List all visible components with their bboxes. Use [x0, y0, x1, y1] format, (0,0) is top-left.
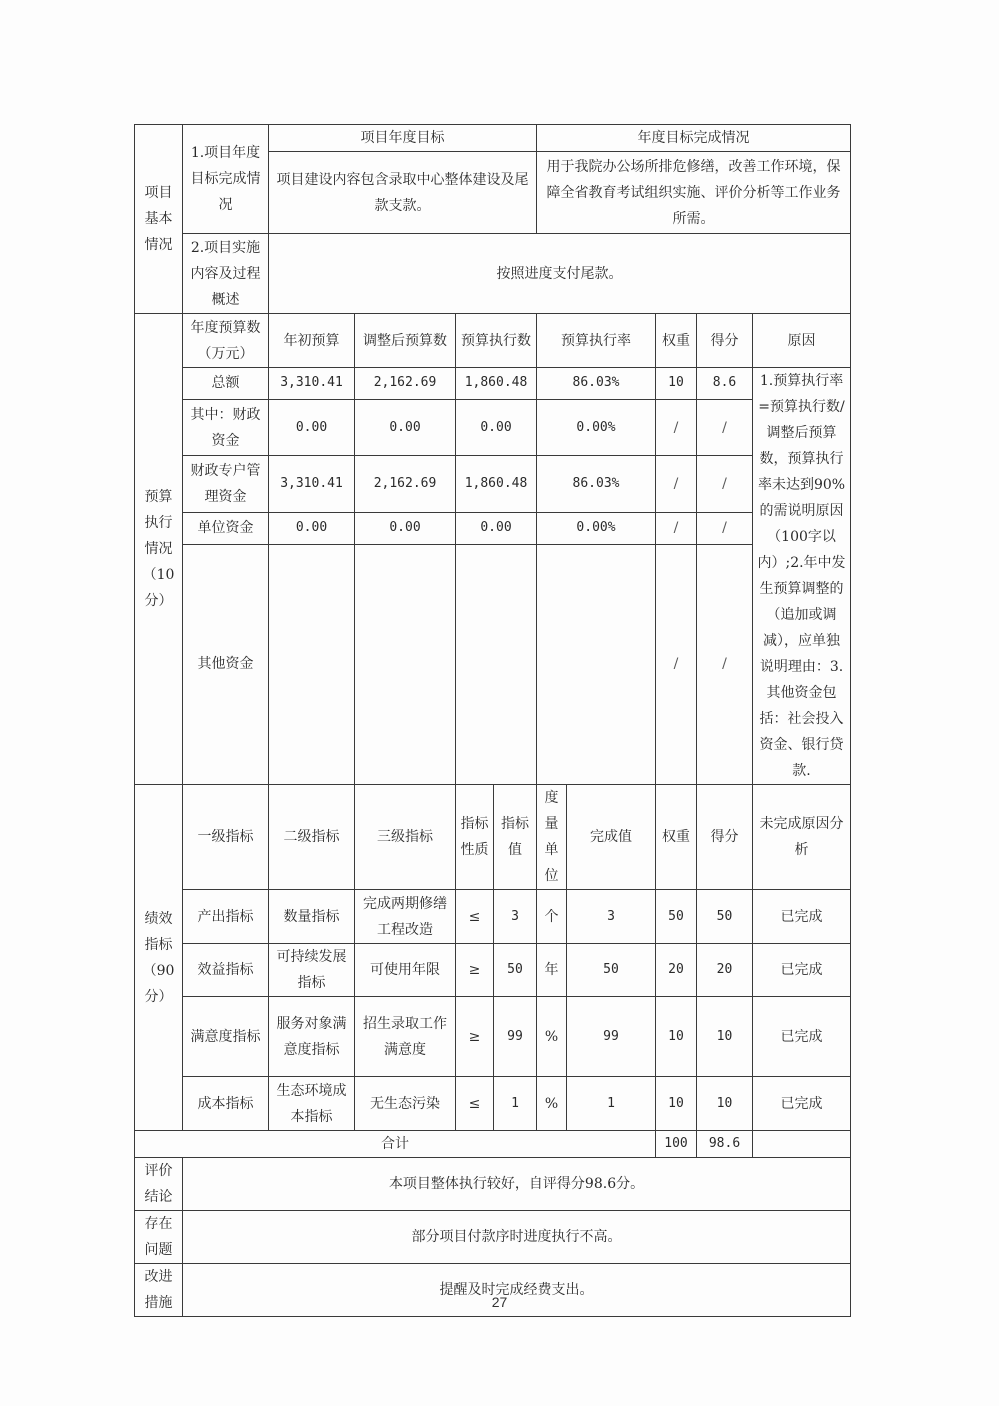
perf-header-done: 完成值	[567, 785, 656, 890]
perf-header-l1: 一级指标	[183, 785, 269, 890]
perf-nature: ≥	[456, 997, 494, 1077]
perf-l2: 生态环境成本指标	[269, 1077, 355, 1131]
perf-nature: ≥	[456, 944, 494, 997]
perf-score: 10	[697, 997, 753, 1077]
budget-weight: /	[656, 456, 697, 512]
budget-adjusted: 0.00	[355, 512, 456, 544]
perf-header-l2: 二级指标	[269, 785, 355, 890]
goal-done-header: 年度目标完成情况	[537, 125, 851, 152]
perf-l2: 服务对象满意度指标	[269, 997, 355, 1077]
perf-header-weight: 权重	[656, 785, 697, 890]
budget-header-executed: 预算执行数	[456, 314, 537, 368]
budget-initial	[269, 544, 355, 784]
annual-goal-header: 项目年度目标	[269, 125, 537, 152]
perf-header-l3: 三级指标	[355, 785, 456, 890]
page-number: 27	[491, 1294, 508, 1310]
budget-score: /	[697, 399, 753, 455]
perf-unit: 年	[537, 944, 567, 997]
budget-header-annual: 年度预算数（万元）	[183, 314, 269, 368]
budget-row-name: 财政专户管理资金	[183, 456, 269, 512]
budget-score: 8.6	[697, 368, 753, 400]
implementation-text: 按照进度支付尾款。	[269, 234, 851, 314]
perf-l2: 可持续发展指标	[269, 944, 355, 997]
budget-initial: 3,310.41	[269, 368, 355, 400]
perf-unit: %	[537, 997, 567, 1077]
budget-executed	[456, 544, 537, 784]
conclusion-text: 本项目整体执行较好，自评得分98.6分。	[183, 1158, 851, 1211]
perf-header-unit: 度量单位	[537, 785, 567, 890]
perf-done: 3	[567, 890, 656, 944]
perf-l3: 完成两期修缮工程改造	[355, 890, 456, 944]
perf-l2: 数量指标	[269, 890, 355, 944]
issues-label: 存在问题	[135, 1211, 183, 1264]
perf-unit: %	[537, 1077, 567, 1131]
budget-rate	[537, 544, 656, 784]
total-weight: 100	[656, 1131, 697, 1158]
perf-l1: 效益指标	[183, 944, 269, 997]
perf-status: 已完成	[753, 890, 851, 944]
perf-l1: 满意度指标	[183, 997, 269, 1077]
budget-score: /	[697, 544, 753, 784]
budget-score: /	[697, 456, 753, 512]
annual-goal-text: 项目建设内容包含录取中心整体建设及尾款支款。	[269, 152, 537, 234]
budget-row-name: 其中：财政资金	[183, 399, 269, 455]
perf-score: 20	[697, 944, 753, 997]
perf-header-score: 得分	[697, 785, 753, 890]
perf-section-label: 绩效指标（90分）	[135, 785, 183, 1131]
perf-status: 已完成	[753, 997, 851, 1077]
perf-status: 已完成	[753, 944, 851, 997]
budget-initial: 0.00	[269, 399, 355, 455]
perf-done: 1	[567, 1077, 656, 1131]
budget-executed: 0.00	[456, 512, 537, 544]
total-empty	[753, 1131, 851, 1158]
perf-weight: 10	[656, 997, 697, 1077]
budget-executed: 1,860.48	[456, 456, 537, 512]
implementation-label: 2.项目实施内容及过程概述	[183, 234, 269, 314]
budget-row-name: 其他资金	[183, 544, 269, 784]
issues-text: 部分项目付款序时进度执行不高。	[183, 1211, 851, 1264]
budget-weight: /	[656, 512, 697, 544]
perf-unit: 个	[537, 890, 567, 944]
perf-nature: ≤	[456, 890, 494, 944]
budget-rate: 0.00%	[537, 512, 656, 544]
goal-completion-label: 1.项目年度目标完成情况	[183, 125, 269, 234]
perf-l1: 成本指标	[183, 1077, 269, 1131]
perf-header-value: 指标值	[494, 785, 537, 890]
total-score: 98.6	[697, 1131, 753, 1158]
perf-score: 50	[697, 890, 753, 944]
perf-value: 50	[494, 944, 537, 997]
budget-adjusted: 2,162.69	[355, 368, 456, 400]
basic-section-label: 项目基本情况	[135, 125, 183, 314]
perf-l1: 产出指标	[183, 890, 269, 944]
budget-section-label: 预算执行情况（10分）	[135, 314, 183, 785]
perf-weight: 10	[656, 1077, 697, 1131]
budget-weight: /	[656, 399, 697, 455]
perf-header-reason: 未完成原因分析	[753, 785, 851, 890]
budget-adjusted	[355, 544, 456, 784]
budget-row-name: 总额	[183, 368, 269, 400]
budget-weight: 10	[656, 368, 697, 400]
budget-reason-note: 1.预算执行率=预算执行数/调整后预算数，预算执行率未达到90%的需说明原因（100字以内）;2.年中发生预算调整的（追加或调减），应单独说明理由：3.其他资金包括：社会投入资金、银行贷款.	[753, 368, 851, 785]
perf-l3: 可使用年限	[355, 944, 456, 997]
perf-value: 99	[494, 997, 537, 1077]
goal-done-text: 用于我院办公场所排危修缮，改善工作环境，保障全省教育考试组织实施、评价分析等工作业务所需。	[537, 152, 851, 234]
budget-header-score: 得分	[697, 314, 753, 368]
budget-initial: 0.00	[269, 512, 355, 544]
perf-status: 已完成	[753, 1077, 851, 1131]
budget-initial: 3,310.41	[269, 456, 355, 512]
perf-value: 3	[494, 890, 537, 944]
budget-row-name: 单位资金	[183, 512, 269, 544]
budget-header-adjusted: 调整后预算数	[355, 314, 456, 368]
budget-header-rate: 预算执行率	[537, 314, 656, 368]
budget-score: /	[697, 512, 753, 544]
measures-label: 改进措施	[135, 1264, 183, 1317]
perf-value: 1	[494, 1077, 537, 1131]
budget-executed: 1,860.48	[456, 368, 537, 400]
total-label: 合计	[135, 1131, 656, 1158]
perf-nature: ≤	[456, 1077, 494, 1131]
conclusion-label: 评价结论	[135, 1158, 183, 1211]
budget-adjusted: 0.00	[355, 399, 456, 455]
measures-text: 提醒及时完成经费支出。	[183, 1264, 851, 1317]
budget-header-initial: 年初预算	[269, 314, 355, 368]
budget-header-weight: 权重	[656, 314, 697, 368]
self-evaluation-table	[134, 124, 851, 1317]
budget-rate: 86.03%	[537, 456, 656, 512]
perf-header-nature: 指标性质	[456, 785, 494, 890]
perf-l3: 无生态污染	[355, 1077, 456, 1131]
budget-executed: 0.00	[456, 399, 537, 455]
perf-score: 10	[697, 1077, 753, 1131]
budget-header-reason: 原因	[753, 314, 851, 368]
perf-done: 50	[567, 944, 656, 997]
perf-weight: 20	[656, 944, 697, 997]
perf-done: 99	[567, 997, 656, 1077]
perf-weight: 50	[656, 890, 697, 944]
perf-l3: 招生录取工作满意度	[355, 997, 456, 1077]
budget-rate: 86.03%	[537, 368, 656, 400]
budget-rate: 0.00%	[537, 399, 656, 455]
budget-weight: /	[656, 544, 697, 784]
budget-adjusted: 2,162.69	[355, 456, 456, 512]
